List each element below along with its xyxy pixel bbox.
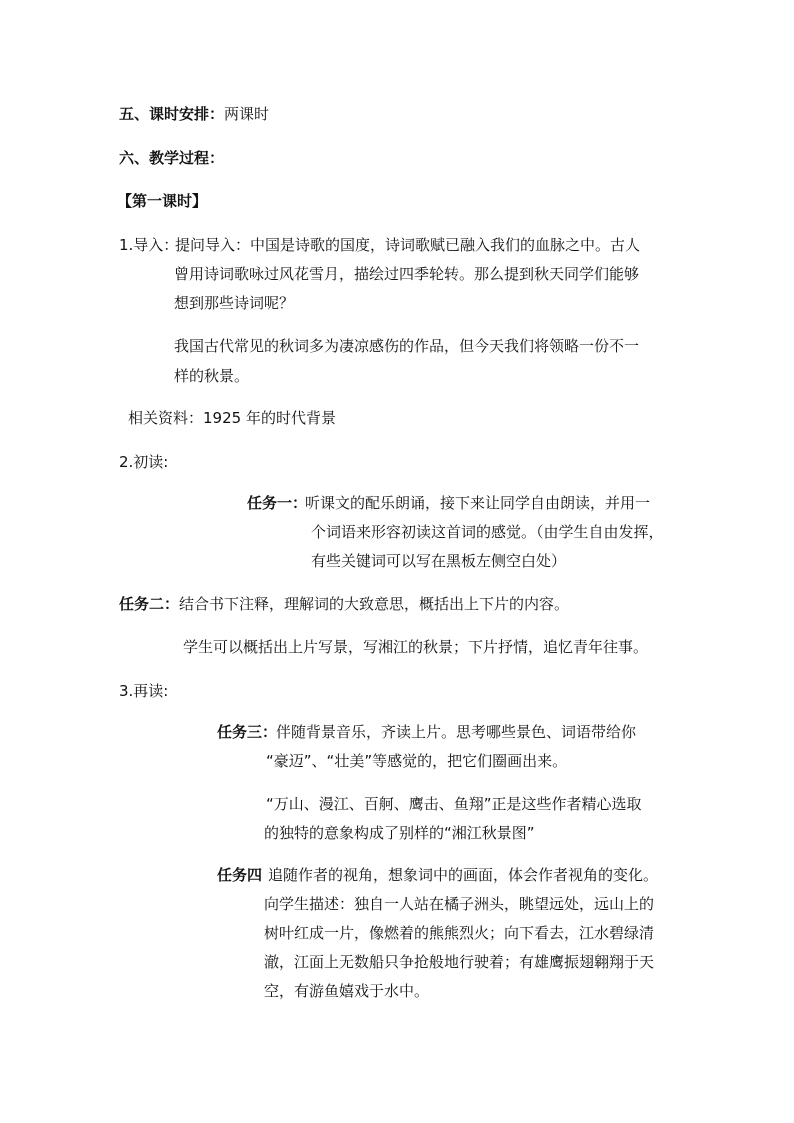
lesson-1-heading: 【第一课时】	[117, 192, 208, 210]
task-3-line-2: “豪迈”、“壮美”等感觉的，把它们圈画出来。	[266, 752, 568, 770]
task-1-line-3: 有些关键词可以写在黑板左侧空白处）	[311, 552, 567, 570]
task-4-line-3: 树叶红成一片，像燃着的熊熊烈火；向下看去，江水碧绿清	[264, 924, 655, 942]
task-3-answer-line-2: 的独特的意象构成了别样的“湘江秋景图”	[264, 824, 535, 842]
task-2-label: 任务二：	[119, 595, 180, 613]
intro-line-3: 想到那些诗词呢？	[174, 294, 295, 312]
task-4-line-4: 澈，江面上无数船只争抢般地行驶着；有雄鹰振翅翱翔于天	[264, 953, 655, 971]
first-read-label: 2.初读:	[119, 453, 169, 471]
task-2-text: 结合书下注释，理解词的大致意思，概括出上下片的内容。	[179, 595, 570, 613]
section-5-label: 五、课时安排：	[119, 105, 225, 123]
related-material: 相关资料：1925 年的时代背景	[128, 409, 336, 427]
intro-line-1: 提问导入：中国是诗歌的国度，诗词歌赋已融入我们的血脉之中。古人	[175, 236, 641, 254]
task-3-answer-line-1: “万山、漫江、百舸、鹰击、鱼翔”正是这些作者精心选取	[266, 795, 642, 813]
task-1-line-2: 个词语来形容初读这首词的感觉。（由学生自由发挥，	[311, 523, 664, 541]
task-4-label: 任务四	[217, 866, 263, 884]
intro-para2-line-1: 我国古代常见的秋词多为凄凉感伤的作品，但今天我们将领略一份不一	[174, 337, 640, 355]
section-6-heading: 六、教学过程：	[119, 149, 225, 167]
task-1-label: 任务一：	[247, 494, 308, 512]
task-4-line-2: 向学生描述：独自一人站在橘子洲头，眺望远处，远山上的	[264, 895, 655, 913]
section-5-heading	[119, 104, 269, 124]
second-read-label: 3.再读:	[119, 682, 169, 700]
task-4-line-5: 空，有游鱼嬉戏于水中。	[264, 982, 430, 1000]
task-1-line-1: 听课文的配乐朗诵，接下来让同学自由朗读，并用一	[305, 494, 651, 512]
intro-para2-line-2: 样的秋景。	[174, 367, 250, 385]
task-3-label: 任务三：	[217, 723, 278, 741]
task-2-answer: 学生可以概括出上片写景，写湘江的秋景；下片抒情，追忆青年往事。	[183, 638, 649, 656]
intro-line-2: 曾用诗词歌咏过风花雪月，描绘过四季轮转。那么提到秋天同学们能够	[174, 265, 640, 283]
task-2-row	[119, 594, 569, 614]
task-3-line-1: 伴随背景音乐，齐读上片。思考哪些景色、词语带给你	[276, 723, 637, 741]
task-4-line-1: 追随作者的视角，想象词中的画面，体会作者视角的变化。	[268, 866, 659, 884]
intro-label: 1.导入：	[119, 236, 179, 254]
section-5-value: 两课时	[224, 105, 270, 123]
